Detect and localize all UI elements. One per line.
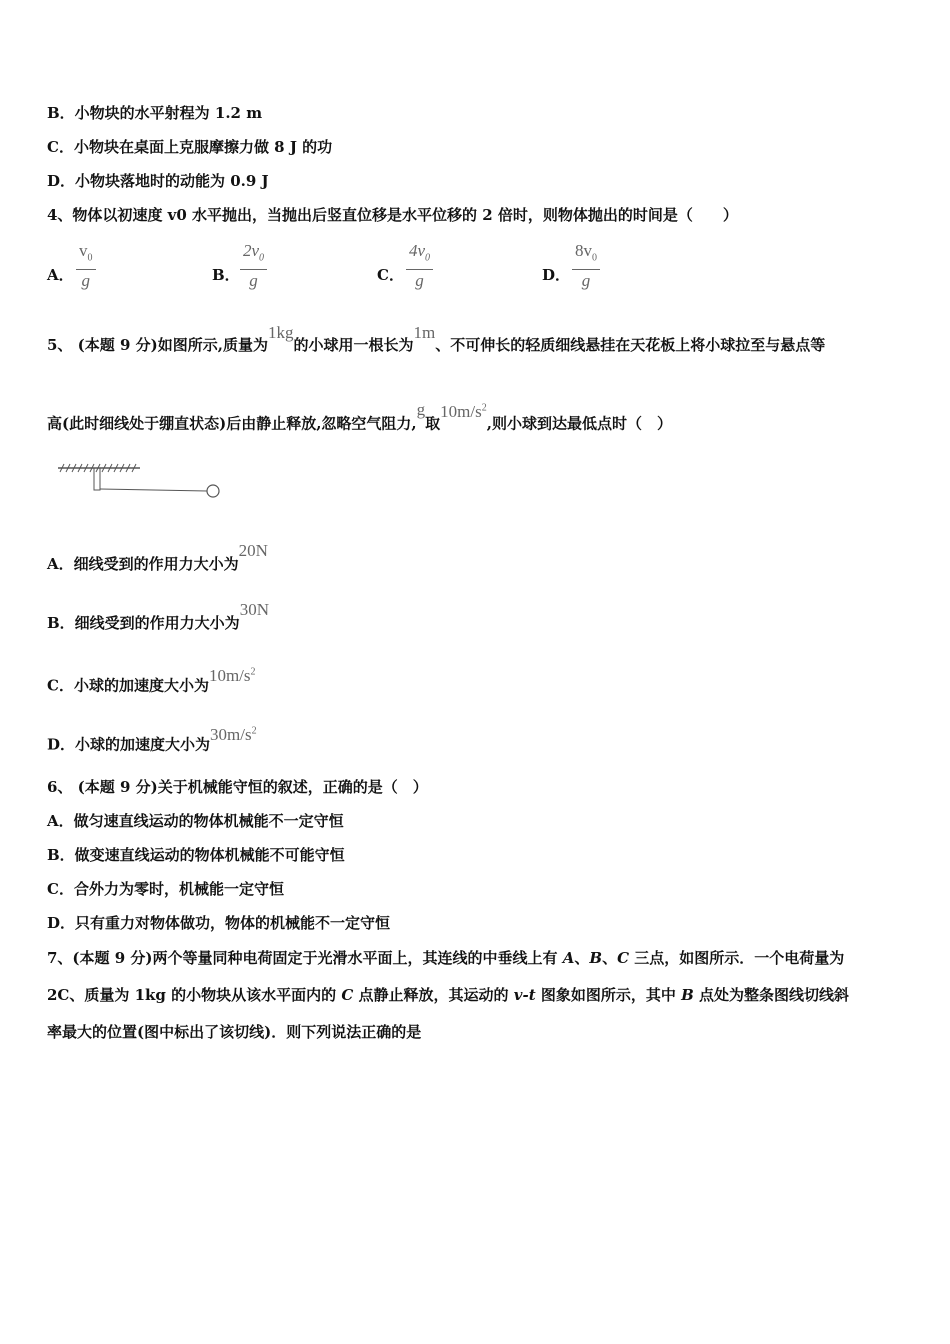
fraction: $\frac{2v_0}{g}$	[240, 240, 267, 292]
q5-option-b: B．细线受到的作用力大小为30N	[47, 600, 269, 632]
q3-option-b: B．小物块的水平射程为 1.2 m	[47, 104, 263, 122]
fraction: $\frac{v_0}{g}$	[76, 240, 96, 292]
q3-option-c: C．小物块在桌面上克服摩擦力做 8 J 的功	[47, 138, 333, 156]
q6-option-a: A．做匀速直线运动的物体机械能不一定守恒	[47, 812, 344, 830]
q7-line1: 7、(本题 9 分)两个等量同种电荷固定于光滑水平面上，其连线的中垂线上有 A、B、C 三点，如图所示．一个电荷量为	[47, 949, 845, 967]
q5-stem-line2: 高(此时细线处于绷直状态)后由静止释放,忽略空气阻力,g取$10m/s^2$,则小球到达最低点时（ ）	[47, 399, 672, 433]
option-label: A．	[47, 266, 74, 284]
q5-stem-line1: 5、 (本题 9 分)如图所示,质量为1kg的小球用一根长为1m、不可伸长的轻质细线悬挂在天花板上将小球拉至与悬点等	[47, 323, 826, 354]
q5-option-d: D．小球的加速度大小为$30m/s^2$	[47, 724, 257, 754]
q6-stem: 6、 (本题 9 分)关于机械能守恒的叙述，正确的是（ ）	[47, 778, 428, 796]
q7-line2: 2C、质量为 1kg 的小物块从该水平面内的 C 点静止释放，其运动的 v-t 图象如图所示，其中 B 点处为整条图线切线斜	[47, 986, 850, 1004]
fraction: $\frac{8v_0}{g}$	[572, 240, 600, 292]
g-value: $10m/s^2$	[440, 401, 487, 421]
mass-value: 1kg	[267, 323, 294, 342]
q6-option-b: B．做变速直线运动的物体机械能不可能守恒	[47, 846, 345, 864]
q7-line3: 率最大的位置(图中标出了该切线)．则下列说法正确的是	[47, 1023, 422, 1041]
q5-option-c: C．小球的加速度大小为$10m/s^2$	[47, 665, 256, 695]
option-label: D．	[542, 266, 571, 284]
pendulum-diagram	[55, 463, 225, 503]
length-value: 1m	[413, 323, 436, 342]
q5-option-a: A．细线受到的作用力大小为20N	[47, 541, 268, 573]
fraction: $\frac{4v_0}{g}$	[406, 240, 433, 292]
q6-option-d: D．只有重力对物体做功，物体的机械能不一定守恒	[47, 914, 391, 932]
option-label: C．	[377, 266, 404, 284]
g-symbol: g	[416, 399, 426, 419]
option-label: B．	[212, 266, 240, 284]
q4-stem: 4、物体以初速度 v0 水平抛出，当抛出后竖直位移是水平位移的 2 倍时，则物体抛出的时间是（ ）	[47, 206, 738, 224]
q3-option-d: D．小物块落地时的动能为 0.9 J	[47, 172, 269, 190]
q6-option-c: C．合外力为零时，机械能一定守恒	[47, 880, 284, 898]
